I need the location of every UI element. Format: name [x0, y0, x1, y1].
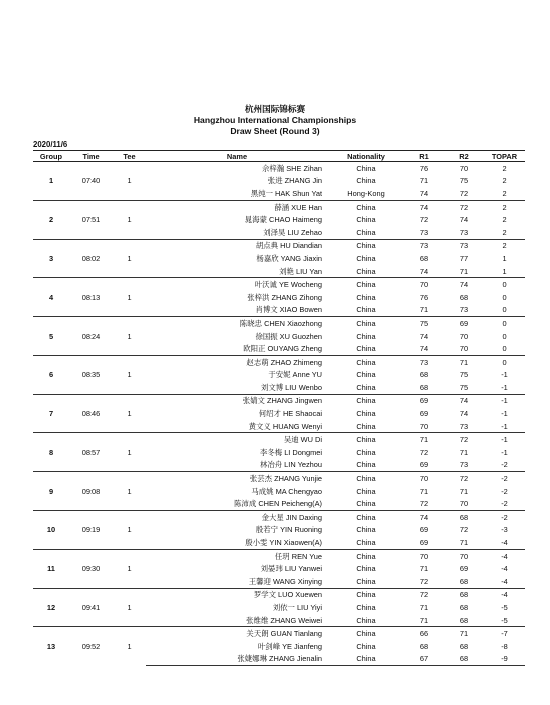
r1-score-cell: 69	[419, 525, 429, 535]
title-chinese: 杭州国际锦标赛	[244, 104, 306, 114]
nationality-cell: China	[328, 317, 404, 330]
topar-cell: -7	[484, 627, 525, 640]
group-number-cell: 11	[33, 549, 69, 588]
r1-score-cell: 68	[419, 641, 429, 651]
r2-score-cell: 74	[459, 215, 469, 225]
player-name-cell: 殷小雯 YIN Xiaowen(A)	[245, 538, 322, 548]
player-name-cell: 马成姚 MA Chengyao	[251, 486, 322, 496]
topar-cell: -3	[501, 525, 508, 535]
tee-cell: 1	[113, 239, 146, 278]
group-number-cell: 10	[33, 511, 69, 550]
topar-cell: -4	[501, 538, 508, 548]
group-number-cell: 4	[33, 278, 69, 317]
r1-score-cell: 70	[404, 278, 444, 291]
table-row	[33, 627, 525, 640]
group-number-cell: 9	[33, 472, 69, 511]
r2-score-cell: 68	[459, 602, 469, 612]
player-name-cell: 刘艳 LIU Yan	[279, 266, 322, 276]
nationality-cell: China	[356, 292, 376, 302]
r2-score-cell: 74	[459, 409, 469, 419]
r2-score-cell: 73	[459, 460, 469, 470]
r1-score-cell: 71	[419, 486, 429, 496]
topar-cell: -4	[484, 549, 525, 562]
nationality-cell: China	[356, 615, 376, 625]
nationality-cell: China	[328, 239, 404, 252]
player-name-cell: 刘泽昊 LIU Zehao	[263, 227, 322, 237]
topar-cell: -1	[501, 382, 508, 392]
tee-time-cell: 08:02	[69, 239, 113, 278]
tee-time-cell: 09:08	[69, 472, 113, 511]
nationality-cell: China	[356, 602, 376, 612]
topar-cell: -1	[484, 433, 525, 446]
table-row	[33, 200, 525, 213]
topar-cell: -5	[501, 602, 508, 612]
document-header	[0, 104, 550, 137]
r1-score-cell: 76	[404, 162, 444, 175]
tee-time-cell: 07:51	[69, 200, 113, 239]
tee-time-cell: 08:35	[69, 355, 113, 394]
col-topar: TOPAR	[484, 151, 525, 162]
r1-score-cell: 72	[404, 588, 444, 601]
player-name-cell: 罗学文 LUO Xuewen	[146, 588, 328, 601]
player-name-cell: 张维维 ZHANG Weiwei	[246, 615, 322, 625]
col-time: Time	[69, 151, 113, 162]
player-name-cell: 王馨迎 WANG Xinying	[248, 576, 322, 586]
title-english: Hangzhou International Championships	[193, 115, 357, 125]
table-row	[33, 511, 525, 524]
tee-cell: 1	[113, 394, 146, 433]
r2-score-cell: 68	[459, 615, 469, 625]
r1-score-cell: 74	[419, 331, 429, 341]
nationality-cell: China	[356, 382, 376, 392]
r2-score-cell: 71	[459, 538, 469, 548]
player-name-cell: 叶剑峰 YE Jianfeng	[257, 641, 322, 651]
nationality-cell: China	[328, 433, 404, 446]
nationality-cell: China	[356, 641, 376, 651]
header-row	[33, 151, 525, 162]
tee-cell: 1	[113, 355, 146, 394]
topar-cell: 0	[502, 305, 507, 315]
nationality-cell: China	[356, 447, 376, 457]
topar-cell: -4	[501, 564, 508, 574]
r2-score-cell: 68	[444, 511, 484, 524]
r2-score-cell: 71	[444, 627, 484, 640]
player-name-cell: 刘依一 LIU Yiyi	[272, 602, 322, 612]
player-name-cell: 张进 ZHANG Jin	[267, 176, 322, 186]
r2-score-cell: 73	[444, 239, 484, 252]
r1-score-cell: 71	[419, 602, 429, 612]
r2-score-cell: 74	[444, 394, 484, 407]
r1-score-cell: 75	[404, 317, 444, 330]
nationality-cell: China	[356, 525, 376, 535]
r2-score-cell: 73	[459, 421, 469, 431]
topar-cell: 2	[502, 215, 507, 225]
r1-score-cell: 71	[419, 176, 429, 186]
player-name-cell: 黑纯一 HAK Shun Yat	[250, 188, 322, 198]
nationality-cell: Hong-Kong	[347, 188, 385, 198]
r1-score-cell: 71	[419, 305, 429, 315]
player-name-cell: 张婕娜琳 ZHANG Jienalin	[146, 653, 328, 666]
player-name-cell: 张梓洪 ZHANG Zihong	[247, 292, 322, 302]
r2-score-cell: 71	[459, 447, 469, 457]
r2-score-cell: 68	[444, 588, 484, 601]
r2-score-cell: 71	[459, 266, 469, 276]
player-name-cell: 殷若宁 YIN Ruoning	[255, 525, 322, 535]
nationality-cell: China	[356, 564, 376, 574]
topar-cell: 0	[484, 317, 525, 330]
table-row	[33, 472, 525, 485]
player-name-cell: 何绍才 HE Shaocai	[258, 409, 322, 419]
nationality-cell: China	[356, 486, 376, 496]
topar-cell: 0	[484, 355, 525, 368]
nationality-cell: China	[328, 355, 404, 368]
r1-score-cell: 72	[419, 576, 429, 586]
nationality-cell: China	[356, 576, 376, 586]
r2-score-cell: 73	[459, 305, 469, 315]
col-r2: R2	[444, 151, 484, 162]
r1-score-cell: 72	[419, 447, 429, 457]
player-name-cell: 陈晓忠 CHEN Xiaozhong	[146, 317, 328, 330]
nationality-cell: China	[356, 176, 376, 186]
player-name-cell: 赵志萌 ZHAO Zhimeng	[146, 355, 328, 368]
r1-score-cell: 74	[404, 511, 444, 524]
r2-score-cell: 69	[444, 317, 484, 330]
player-name-cell: 陈沛成 CHEN Peicheng(A)	[234, 499, 322, 509]
r2-score-cell: 75	[459, 176, 469, 186]
nationality-cell: China	[356, 370, 376, 380]
player-name-cell: 刘文博 LIU Wenbo	[260, 382, 322, 392]
r1-score-cell: 68	[419, 370, 429, 380]
tee-time-cell: 09:41	[69, 588, 113, 627]
table-body	[33, 162, 525, 666]
r1-score-cell: 69	[419, 538, 429, 548]
nationality-cell: China	[356, 499, 376, 509]
nationality-cell: China	[356, 215, 376, 225]
group-number-cell: 1	[33, 162, 69, 201]
topar-cell: -4	[501, 576, 508, 586]
r2-score-cell: 75	[459, 382, 469, 392]
group-number-cell: 8	[33, 433, 69, 472]
topar-cell: -1	[501, 409, 508, 419]
r2-score-cell: 70	[444, 549, 484, 562]
player-name-cell: 张婧文 ZHANG Jingwen	[146, 394, 328, 407]
r2-score-cell: 70	[459, 331, 469, 341]
r2-score-cell: 77	[459, 253, 469, 263]
group-number-cell: 13	[33, 627, 69, 666]
col-r1: R1	[404, 151, 444, 162]
nationality-cell: China	[356, 421, 376, 431]
r1-score-cell: 68	[419, 253, 429, 263]
r2-score-cell: 75	[459, 370, 469, 380]
r1-score-cell: 67	[404, 653, 444, 666]
player-name-cell: 佘梓瀚 SHE Zihan	[146, 162, 328, 175]
col-tee: Tee	[113, 151, 146, 162]
nationality-cell: China	[328, 472, 404, 485]
topar-cell: 2	[502, 227, 507, 237]
group-number-cell: 3	[33, 239, 69, 278]
table-row	[33, 317, 525, 330]
topar-cell: -4	[484, 588, 525, 601]
r1-score-cell: 68	[419, 382, 429, 392]
r2-score-cell: 68	[459, 576, 469, 586]
tee-cell: 1	[113, 588, 146, 627]
topar-cell: -1	[501, 447, 508, 457]
player-name-cell: 吴迪 WU Di	[146, 433, 328, 446]
r1-score-cell: 71	[419, 615, 429, 625]
r1-score-cell: 76	[419, 292, 429, 302]
tee-cell: 1	[113, 278, 146, 317]
player-name-cell: 李冬梅 LI Dongmei	[259, 447, 322, 457]
tee-cell: 1	[113, 511, 146, 550]
topar-cell: -1	[501, 421, 508, 431]
group-number-cell: 5	[33, 317, 69, 356]
date-label: 2020/11/6	[33, 140, 68, 149]
r1-score-cell: 73	[404, 239, 444, 252]
r2-score-cell: 74	[444, 278, 484, 291]
r1-score-cell: 69	[404, 394, 444, 407]
r2-score-cell: 70	[459, 499, 469, 509]
nationality-cell: China	[356, 266, 376, 276]
tee-cell: 1	[113, 627, 146, 666]
r1-score-cell: 71	[419, 564, 429, 574]
r1-score-cell: 66	[404, 627, 444, 640]
tee-cell: 1	[113, 317, 146, 356]
r2-score-cell: 69	[459, 564, 469, 574]
r1-score-cell: 72	[419, 215, 429, 225]
nationality-cell: China	[356, 409, 376, 419]
topar-cell: 0	[502, 344, 507, 354]
col-group: Group	[33, 151, 69, 162]
r1-score-cell: 74	[419, 188, 429, 198]
tee-time-cell: 09:52	[69, 627, 113, 666]
player-name-cell: 杨嘉欣 YANG Jiaxin	[256, 253, 322, 263]
table-row	[33, 588, 525, 601]
r2-score-cell: 71	[459, 486, 469, 496]
tee-cell: 1	[113, 162, 146, 201]
nationality-cell: China	[328, 278, 404, 291]
tee-cell: 1	[113, 433, 146, 472]
topar-cell: 2	[484, 200, 525, 213]
player-name-cell: 于安妮 Anne YU	[268, 370, 322, 380]
player-name-cell: 薛涵 XUE Han	[146, 200, 328, 213]
table-row	[33, 394, 525, 407]
topar-cell: -2	[484, 511, 525, 524]
tee-time-cell: 08:24	[69, 317, 113, 356]
tee-time-cell: 08:57	[69, 433, 113, 472]
topar-cell: -1	[501, 370, 508, 380]
r1-score-cell: 74	[404, 200, 444, 213]
r1-score-cell: 73	[419, 227, 429, 237]
topar-cell: -2	[501, 460, 508, 470]
player-name-cell: 任玥 REN Yue	[146, 549, 328, 562]
topar-cell: 0	[484, 278, 525, 291]
r1-score-cell: 74	[419, 344, 429, 354]
nationality-cell: China	[356, 305, 376, 315]
tee-cell: 1	[113, 549, 146, 588]
nationality-cell: China	[328, 162, 404, 175]
player-name-cell: 欧阳正 OUYANG Zheng	[243, 344, 322, 354]
player-name-cell: 金大星 JIN Daxing	[146, 511, 328, 524]
nationality-cell: China	[328, 627, 404, 640]
r2-score-cell: 70	[459, 344, 469, 354]
r1-score-cell: 70	[419, 421, 429, 431]
r2-score-cell: 72	[444, 200, 484, 213]
player-name-cell: 晁海蒙 CHAO Haimeng	[244, 215, 322, 225]
tee-cell: 1	[113, 200, 146, 239]
r2-score-cell: 72	[444, 472, 484, 485]
group-number-cell: 7	[33, 394, 69, 433]
nationality-cell: China	[356, 344, 376, 354]
r1-score-cell: 69	[419, 460, 429, 470]
tee-time-cell: 09:19	[69, 511, 113, 550]
r2-score-cell: 68	[459, 641, 469, 651]
draw-sheet-table	[33, 150, 525, 666]
topar-cell: -5	[501, 615, 508, 625]
topar-cell: 2	[502, 176, 507, 186]
player-name-cell: 黄文义 HUANG Wenyi	[248, 421, 322, 431]
r2-score-cell: 72	[459, 188, 469, 198]
player-name-cell: 叶沃诚 YE Wocheng	[146, 278, 328, 291]
player-name-cell: 张芸杰 ZHANG Yunjie	[146, 472, 328, 485]
tee-time-cell: 07:40	[69, 162, 113, 201]
nationality-cell: China	[328, 511, 404, 524]
topar-cell: -1	[484, 394, 525, 407]
topar-cell: -9	[484, 653, 525, 666]
nationality-cell: China	[328, 549, 404, 562]
r2-score-cell: 72	[459, 525, 469, 535]
table-row	[33, 355, 525, 368]
r2-score-cell: 73	[459, 227, 469, 237]
nationality-cell: China	[328, 588, 404, 601]
topar-cell: 0	[502, 331, 507, 341]
nationality-cell: China	[356, 538, 376, 548]
nationality-cell: China	[356, 227, 376, 237]
topar-cell: 2	[484, 162, 525, 175]
r2-score-cell: 68	[444, 653, 484, 666]
subtitle: Draw Sheet (Round 3)	[230, 126, 320, 136]
r1-score-cell: 73	[404, 355, 444, 368]
player-name-cell: 林冶舟 LIN Yezhou	[259, 460, 322, 470]
nationality-cell: China	[328, 394, 404, 407]
topar-cell: 1	[502, 253, 507, 263]
col-name: Name	[146, 151, 328, 162]
player-name-cell: 徐国振 XU Guozhen	[255, 331, 322, 341]
player-name-cell: 胡点典 HU Diandian	[146, 239, 328, 252]
topar-cell: -2	[484, 472, 525, 485]
topar-cell: 1	[502, 266, 507, 276]
player-name-cell: 肖博文 XIAO Bowen	[255, 305, 322, 315]
nationality-cell: China	[328, 200, 404, 213]
player-name-cell: 刘晏玮 LIU Yanwei	[260, 564, 322, 574]
nationality-cell: China	[356, 460, 376, 470]
topar-cell: -8	[501, 641, 508, 651]
group-number-cell: 2	[33, 200, 69, 239]
table-row	[33, 162, 525, 175]
nationality-cell: China	[356, 331, 376, 341]
tee-cell: 1	[113, 472, 146, 511]
table-row	[33, 239, 525, 252]
topar-cell: -2	[501, 486, 508, 496]
tee-time-cell: 08:13	[69, 278, 113, 317]
nationality-cell: China	[328, 653, 404, 666]
r1-score-cell: 70	[404, 549, 444, 562]
tee-time-cell: 09:30	[69, 549, 113, 588]
r2-score-cell: 71	[444, 355, 484, 368]
player-name-cell: 关天朗 GUAN Tianlang	[146, 627, 328, 640]
group-number-cell: 12	[33, 588, 69, 627]
r2-score-cell: 68	[459, 292, 469, 302]
group-number-cell: 6	[33, 355, 69, 394]
r2-score-cell: 72	[444, 433, 484, 446]
tee-time-cell: 08:46	[69, 394, 113, 433]
col-nationality: Nationality	[328, 151, 404, 162]
table-row	[33, 433, 525, 446]
r2-score-cell: 70	[444, 162, 484, 175]
r1-score-cell: 71	[404, 433, 444, 446]
r1-score-cell: 69	[419, 409, 429, 419]
table-row	[33, 278, 525, 291]
nationality-cell: China	[356, 253, 376, 263]
r1-score-cell: 72	[419, 499, 429, 509]
table-row	[33, 549, 525, 562]
topar-cell: 2	[484, 239, 525, 252]
topar-cell: 2	[502, 188, 507, 198]
topar-cell: 0	[502, 292, 507, 302]
r1-score-cell: 70	[404, 472, 444, 485]
topar-cell: -2	[501, 499, 508, 509]
r1-score-cell: 74	[419, 266, 429, 276]
